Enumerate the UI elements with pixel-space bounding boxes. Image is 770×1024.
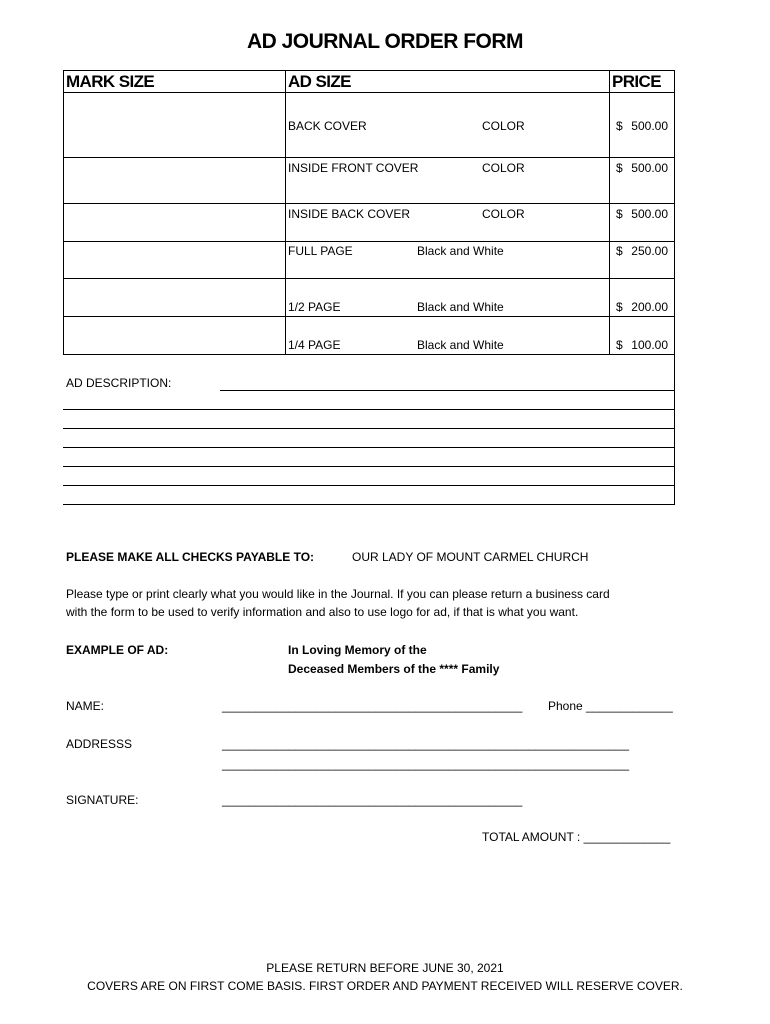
ad-price: 500.00 — [631, 161, 668, 175]
ad-description-line[interactable] — [63, 409, 675, 410]
ad-price: 250.00 — [631, 244, 668, 258]
example-line-2: Deceased Members of the **** Family — [288, 662, 500, 676]
ad-price: 200.00 — [631, 300, 668, 314]
currency-symbol: $ — [616, 161, 623, 175]
signature-label: SIGNATURE: — [66, 793, 139, 807]
total-amount-field[interactable]: TOTAL AMOUNT : _____________ — [482, 830, 671, 844]
ad-size-quarter-page: 1/4 PAGE — [288, 338, 341, 352]
header-mark-size: MARK SIZE — [66, 72, 155, 91]
ad-size-inside-back-cover: INSIDE BACK COVER — [288, 207, 411, 221]
example-label: EXAMPLE OF AD: — [66, 643, 169, 657]
ad-size-back-cover: BACK COVER — [288, 119, 367, 133]
ad-description-line[interactable] — [220, 390, 675, 391]
address-field-line-1[interactable]: _____________________________________________________________ — [222, 737, 630, 751]
name-label: NAME: — [66, 699, 105, 713]
ad-type: COLOR — [482, 119, 525, 133]
ad-description-line[interactable] — [63, 466, 675, 467]
phone-field[interactable]: Phone _____________ — [548, 699, 673, 713]
currency-symbol: $ — [616, 207, 623, 221]
example-line-1: In Loving Memory of the — [288, 643, 427, 657]
header-ad-size: AD SIZE — [288, 72, 351, 91]
ad-price: 100.00 — [631, 338, 668, 352]
currency-symbol: $ — [616, 338, 623, 352]
ad-price: 500.00 — [631, 207, 668, 221]
form-title: AD JOURNAL ORDER FORM — [246, 30, 524, 53]
instructions-line-2: with the form to be used to verify information and also to use logo for ad, if that is what you want. — [66, 605, 579, 619]
address-label: ADDRESSS — [66, 737, 133, 751]
footer-covers-note: COVERS ARE ON FIRST COME BASIS. FIRST ORDER AND PAYMENT RECEIVED WILL RESERVE COVER. — [87, 979, 683, 993]
currency-symbol: $ — [616, 119, 623, 133]
currency-symbol: $ — [616, 300, 623, 314]
name-field[interactable]: _____________________________________________ — [222, 699, 523, 713]
header-price: PRICE — [612, 72, 661, 91]
ad-size-full-page: FULL PAGE — [288, 244, 353, 258]
currency-symbol: $ — [616, 244, 623, 258]
ad-description-line[interactable] — [63, 485, 675, 486]
ad-type: COLOR — [482, 161, 525, 175]
ad-description-label: AD DESCRIPTION: — [66, 376, 172, 390]
signature-field[interactable]: _____________________________________________ — [222, 793, 523, 807]
address-field-line-2[interactable]: _____________________________________________________________ — [222, 757, 630, 771]
ad-price: 500.00 — [631, 119, 668, 133]
instructions-line-1: Please type or print clearly what you would like in the Journal. If you can please return a business card — [66, 587, 610, 601]
ad-description-line[interactable] — [63, 447, 675, 448]
ad-type: COLOR — [482, 207, 525, 221]
checks-payee: OUR LADY OF MOUNT CARMEL CHURCH — [352, 550, 589, 564]
ad-size-half-page: 1/2 PAGE — [288, 300, 341, 314]
ad-type: Black and White — [417, 300, 504, 314]
ad-type: Black and White — [417, 244, 504, 258]
ad-type: Black and White — [417, 338, 504, 352]
checks-label: PLEASE MAKE ALL CHECKS PAYABLE TO: — [66, 550, 315, 564]
ad-size-inside-front-cover: INSIDE FRONT COVER — [288, 161, 419, 175]
ad-description-line[interactable] — [63, 504, 675, 505]
ad-description-line[interactable] — [63, 428, 675, 429]
footer-return-date: PLEASE RETURN BEFORE JUNE 30, 2021 — [266, 961, 504, 975]
